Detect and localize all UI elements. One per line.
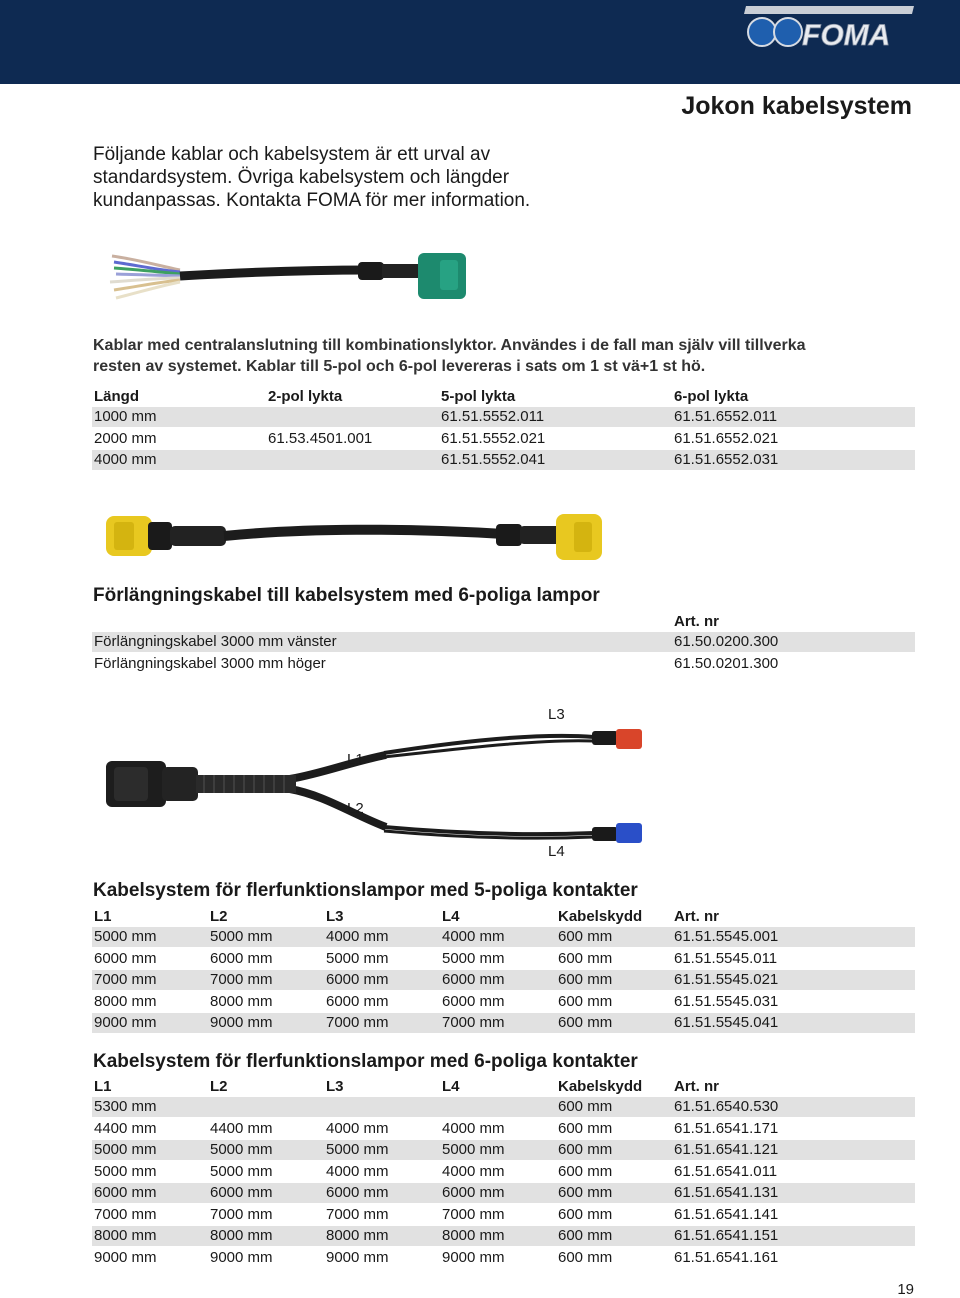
- table-row: [92, 653, 915, 675]
- table-cell: 4000 mm: [324, 1161, 440, 1183]
- page-title: Jokon kabelsystem: [681, 92, 912, 120]
- table-cell: 6000 mm: [324, 969, 440, 991]
- table-cell: 9000 mm: [92, 1247, 208, 1269]
- table-header-row: [92, 1076, 915, 1097]
- table-header-row: [92, 611, 915, 632]
- table-cell: [266, 449, 439, 471]
- table-row: [92, 1118, 915, 1140]
- table-cell: 61.51.5545.011: [672, 948, 915, 970]
- table-5pol-system: [92, 906, 915, 1034]
- table-cell: 61.51.6541.121: [672, 1139, 915, 1161]
- table-row: [92, 1097, 915, 1118]
- table-cell: 7000 mm: [324, 1012, 440, 1034]
- svg-text:FOMA: FOMA: [802, 19, 891, 52]
- table-cell: 600 mm: [556, 1225, 672, 1247]
- table-row: [92, 1139, 915, 1161]
- column-header: 5-pol lykta: [441, 387, 516, 405]
- table-cell: 4400 mm: [92, 1118, 208, 1140]
- table-row: [92, 428, 915, 450]
- table-cell: 6000 mm: [208, 948, 324, 970]
- table-cell: 6000 mm: [440, 1182, 556, 1204]
- table-cell: 600 mm: [556, 1204, 672, 1226]
- header-bar: [0, 0, 960, 84]
- table-row: [92, 969, 915, 991]
- table-cell: 61.51.6541.151: [672, 1225, 915, 1247]
- table-cell: 7000 mm: [92, 969, 208, 991]
- table-cell: 61.51.6540.530: [672, 1097, 915, 1118]
- table-cell: 4000 mm: [440, 1118, 556, 1140]
- table-row: [92, 407, 915, 428]
- table-cell: 600 mm: [556, 1161, 672, 1183]
- table-row: [92, 1012, 915, 1034]
- table-cell: 600 mm: [556, 1139, 672, 1161]
- table-cell: 5000 mm: [324, 1139, 440, 1161]
- table-cell: 4400 mm: [208, 1118, 324, 1140]
- table-cell: 5000 mm: [208, 1161, 324, 1183]
- table-cell: 5000 mm: [92, 1139, 208, 1161]
- table-row: [92, 1182, 915, 1204]
- table-cell: 7000 mm: [208, 1204, 324, 1226]
- table-header-row: [92, 386, 915, 407]
- table-cell: 8000 mm: [324, 1225, 440, 1247]
- table-cell: 600 mm: [556, 1118, 672, 1140]
- table-cell: 61.51.6541.141: [672, 1204, 915, 1226]
- table-forlangningskabel: [92, 611, 915, 675]
- table-cell: 4000 mm: [440, 1161, 556, 1183]
- column-header: L4: [442, 1077, 460, 1095]
- column-header: Art. nr: [674, 612, 719, 630]
- column-header: Kabelskydd: [558, 1077, 643, 1095]
- table-cell: 5000 mm: [92, 927, 208, 948]
- table-cell: 4000 mm: [324, 1118, 440, 1140]
- table-row: [92, 927, 915, 948]
- column-header: L4: [442, 907, 460, 925]
- cable-system-diagram: [104, 725, 649, 850]
- table-cell: 61.50.0201.300: [672, 653, 915, 675]
- column-header: L2: [210, 1077, 228, 1095]
- table-row: [92, 449, 915, 471]
- table-cell: [440, 1097, 556, 1118]
- table-cell: 5000 mm: [440, 1139, 556, 1161]
- label-l2: L2: [347, 800, 364, 817]
- column-header: Längd: [94, 387, 139, 405]
- table-row: [92, 1204, 915, 1226]
- table-cell: 7000 mm: [208, 969, 324, 991]
- column-header: [92, 611, 672, 632]
- table-cell: 6000 mm: [208, 1182, 324, 1204]
- table-header-row: [92, 906, 915, 927]
- table-cell: 1000 mm: [92, 407, 266, 428]
- label-l4: L4: [548, 843, 565, 860]
- table-cell: 9000 mm: [324, 1247, 440, 1269]
- table-cell: 600 mm: [556, 1247, 672, 1269]
- table-cell: 7000 mm: [324, 1204, 440, 1226]
- table-cell: 600 mm: [556, 1182, 672, 1204]
- table-row: [92, 948, 915, 970]
- table-cell: 8000 mm: [440, 1225, 556, 1247]
- table-cell: 4000 mm: [324, 927, 440, 948]
- table-cell: 8000 mm: [92, 1225, 208, 1247]
- table-cell: 6000 mm: [92, 948, 208, 970]
- page-number: 19: [897, 1281, 914, 1298]
- table-cell: 4000 mm: [440, 927, 556, 948]
- table-cell: 600 mm: [556, 969, 672, 991]
- column-header: Art. nr: [674, 1077, 719, 1095]
- table-cell: 9000 mm: [208, 1247, 324, 1269]
- column-header: L2: [210, 907, 228, 925]
- table-cell: 2000 mm: [92, 428, 266, 450]
- table-row: [92, 632, 915, 653]
- foma-logo: [738, 4, 914, 54]
- table-cell: 600 mm: [556, 991, 672, 1013]
- column-header: L1: [94, 1077, 112, 1095]
- label-l1: L1: [347, 751, 364, 768]
- table-cell: 4000 mm: [92, 449, 266, 471]
- section1-description: Kablar med centralanslutning till kombinationslyktor. Användes i de fall man själv vill tillverka resten av systemet. Kablar till 5-pol och 6-pol levereras i sats om 1 st vä+1 st hö.: [93, 337, 806, 375]
- table-cell: 5000 mm: [440, 948, 556, 970]
- table-cell: 600 mm: [556, 1097, 672, 1118]
- table-cell: 61.51.6541.161: [672, 1247, 915, 1269]
- table-cell: 5000 mm: [208, 927, 324, 948]
- table-row: [92, 1225, 915, 1247]
- table-cell: 8000 mm: [208, 1225, 324, 1247]
- table-cell: 5300 mm: [92, 1097, 208, 1118]
- table-cell: [266, 407, 439, 428]
- table-cell: 61.51.5552.011: [439, 407, 672, 428]
- table-cell: 8000 mm: [208, 991, 324, 1013]
- table-centralkablar: [92, 386, 915, 471]
- table-cell: 7000 mm: [92, 1204, 208, 1226]
- table-row: [92, 1161, 915, 1183]
- table-cell: 61.51.5545.031: [672, 991, 915, 1013]
- table-cell: Förlängningskabel 3000 mm vänster: [92, 632, 672, 653]
- table-cell: 600 mm: [556, 948, 672, 970]
- table-cell: 61.51.5552.041: [439, 449, 672, 471]
- column-header: 6-pol lykta: [674, 387, 749, 405]
- label-l3: L3: [548, 706, 565, 723]
- table-cell: 7000 mm: [440, 1012, 556, 1034]
- table-row: [92, 991, 915, 1013]
- table-cell: 9000 mm: [92, 1012, 208, 1034]
- table-cell: Förlängningskabel 3000 mm höger: [92, 653, 672, 675]
- extension-cable-image: [104, 508, 604, 564]
- table-cell: 7000 mm: [440, 1204, 556, 1226]
- table-cell: 61.51.6552.011: [672, 407, 915, 428]
- intro-text: Följande kablar och kabelsystem är ett urval av standardsystem. Övriga kabelsystem och längder kundanpassas. Kontakta FOMA för mer information.: [93, 144, 531, 211]
- table-6pol-system: [92, 1076, 915, 1269]
- table-cell: 61.53.4501.001: [266, 428, 439, 450]
- table-cell: 61.51.6552.021: [672, 428, 915, 450]
- cable-green-connector-image: [100, 248, 480, 316]
- section3-title: Kabelsystem för flerfunktionslampor med 5-poliga kontakter: [93, 880, 638, 901]
- column-header: L3: [326, 1077, 344, 1095]
- table-cell: 61.51.6541.131: [672, 1182, 915, 1204]
- table-cell: 61.51.5545.001: [672, 927, 915, 948]
- table-cell: 5000 mm: [324, 948, 440, 970]
- column-header: Kabelskydd: [558, 907, 643, 925]
- column-header: 2-pol lykta: [268, 387, 343, 405]
- section4-title: Kabelsystem för flerfunktionslampor med 6-poliga kontakter: [93, 1051, 638, 1072]
- column-header: L3: [326, 907, 344, 925]
- table-cell: 61.51.6552.031: [672, 449, 915, 471]
- table-cell: 6000 mm: [324, 991, 440, 1013]
- table-cell: 61.51.5545.021: [672, 969, 915, 991]
- table-cell: 9000 mm: [208, 1012, 324, 1034]
- table-cell: 6000 mm: [440, 969, 556, 991]
- table-cell: [324, 1097, 440, 1118]
- table-cell: 9000 mm: [440, 1247, 556, 1269]
- table-cell: 61.51.5552.021: [439, 428, 672, 450]
- table-cell: 5000 mm: [208, 1139, 324, 1161]
- table-cell: 61.51.6541.011: [672, 1161, 915, 1183]
- table-cell: 6000 mm: [92, 1182, 208, 1204]
- table-cell: 600 mm: [556, 1012, 672, 1034]
- section2-title: Förlängningskabel till kabelsystem med 6-poliga lampor: [93, 585, 600, 606]
- table-cell: 61.51.6541.171: [672, 1118, 915, 1140]
- table-cell: [208, 1097, 324, 1118]
- table-cell: 6000 mm: [440, 991, 556, 1013]
- table-cell: 5000 mm: [92, 1161, 208, 1183]
- column-header: L1: [94, 907, 112, 925]
- table-cell: 600 mm: [556, 927, 672, 948]
- table-cell: 8000 mm: [92, 991, 208, 1013]
- table-cell: 61.50.0200.300: [672, 632, 915, 653]
- table-cell: 6000 mm: [324, 1182, 440, 1204]
- table-cell: 61.51.5545.041: [672, 1012, 915, 1034]
- column-header: Art. nr: [674, 907, 719, 925]
- table-row: [92, 1247, 915, 1269]
